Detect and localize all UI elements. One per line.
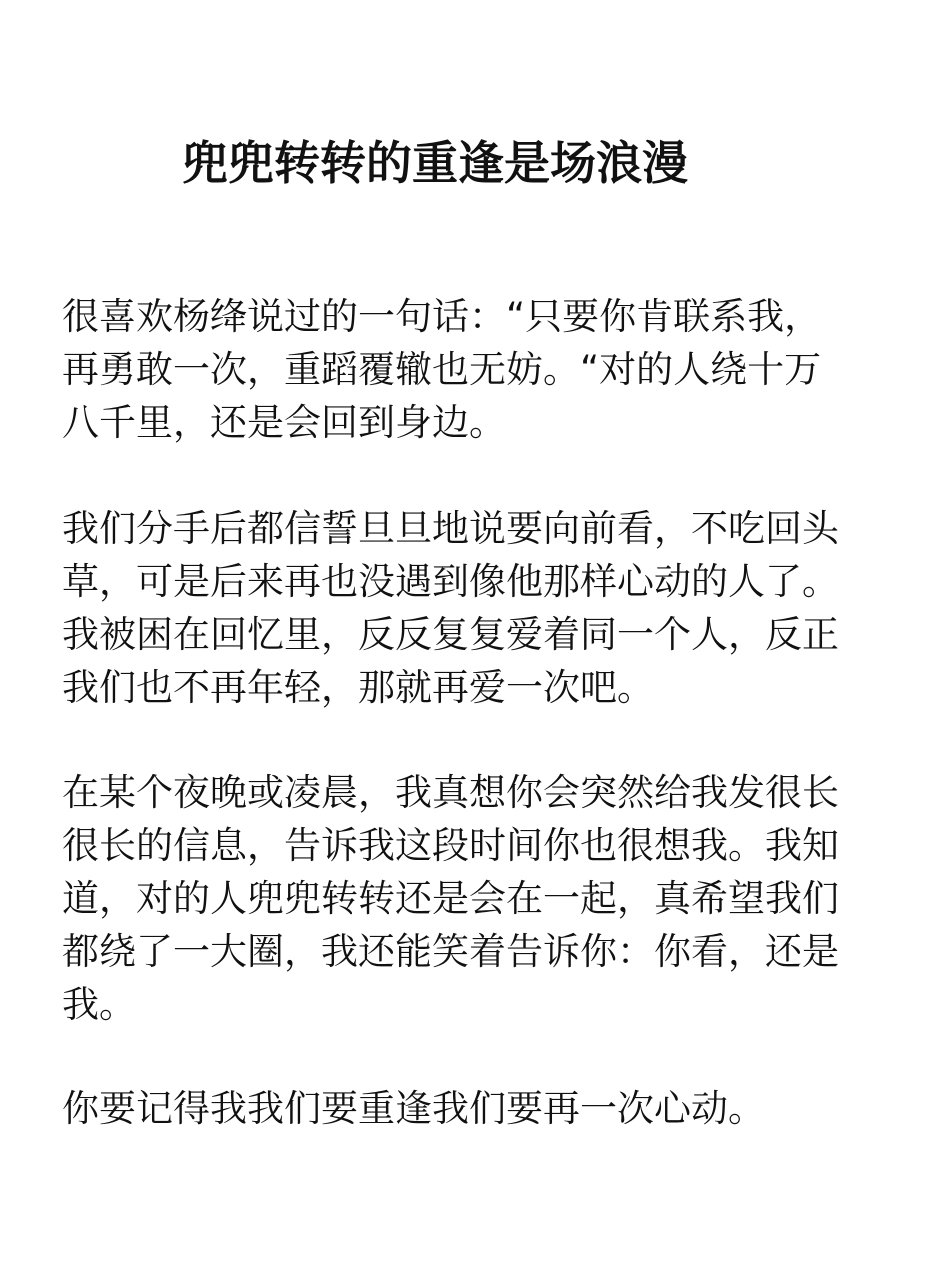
paragraph-4	[62, 1082, 862, 1135]
paragraph-line: 很长的信息，告诉我这段时间你也很想我。我知	[62, 824, 839, 867]
paragraph-line: 草，可是后来再也没遇到像他那样心动的人了。	[62, 560, 839, 603]
paragraph-line: 很喜欢杨绛说过的一句话：“只要你肯联系我，	[62, 295, 822, 338]
paragraph-line: 再勇敢一次，重蹈覆辙也无妨。“对的人绕十万	[62, 348, 822, 391]
paragraph-line: 我们分手后都信誓旦旦地说要向前看，不吃回头	[62, 507, 839, 550]
page-title: 兜兜转转的重逢是场浪漫	[182, 136, 688, 190]
paragraph-line: 我。	[62, 983, 136, 1026]
paragraph-line: 在某个夜晚或凌晨，我真想你会突然给我发很长	[62, 771, 839, 814]
paragraph-line: 八千里，还是会回到身边。	[62, 401, 506, 444]
paragraph-2	[62, 502, 862, 714]
paragraph-line: 都绕了一大圈，我还能笑着告诉你：你看，还是	[62, 930, 839, 973]
paragraph-line: 道，对的人兜兜转转还是会在一起，真希望我们	[62, 877, 839, 920]
paragraph-line: 我们也不再年轻，那就再爱一次吧。	[62, 666, 654, 709]
paragraph-line: 我被困在回忆里，反反复复爱着同一个人，反正	[62, 613, 839, 656]
paragraph-line: 你要记得我我们要重逢我们要再一次心动。	[62, 1087, 765, 1130]
paragraph-3	[62, 766, 862, 1031]
paragraph-1	[62, 290, 862, 449]
